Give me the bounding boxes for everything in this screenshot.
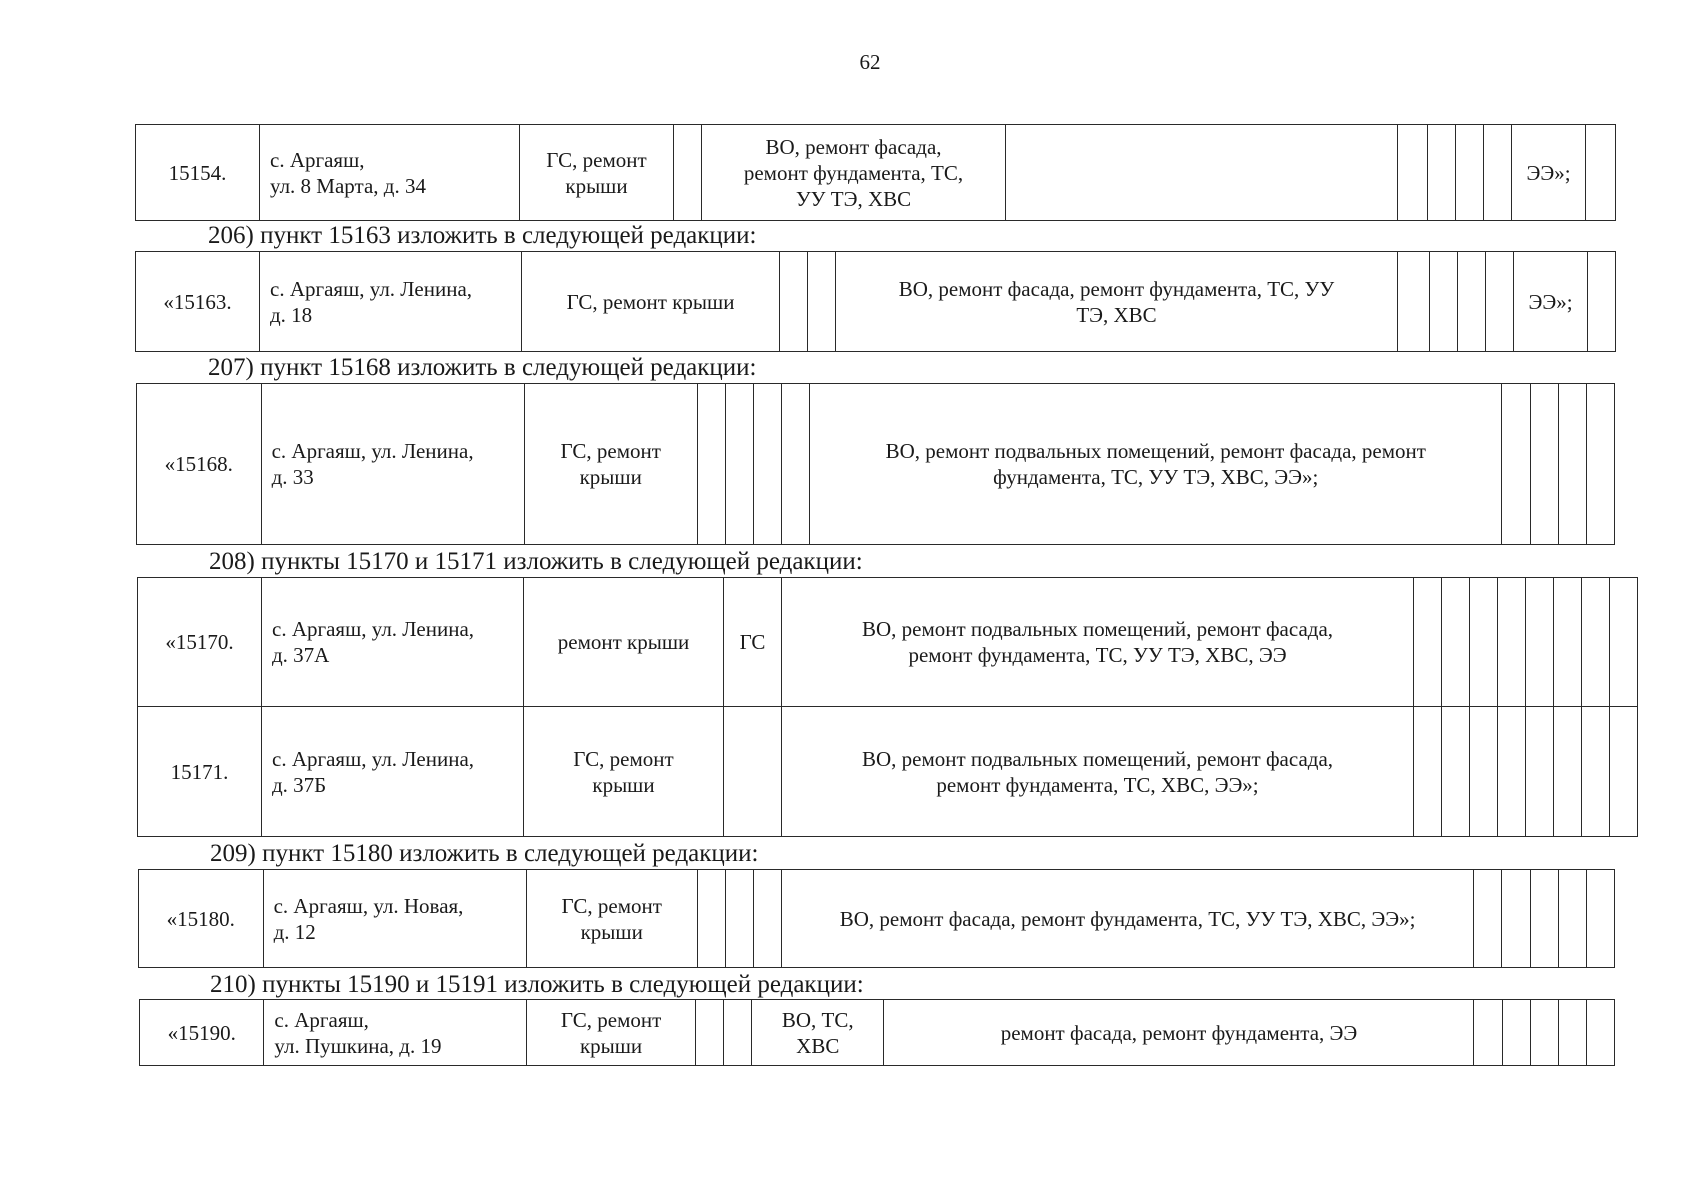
row-number: «15168. (137, 384, 262, 545)
cell-line: ВО, ТС, (781, 1007, 854, 1032)
work-type-cell (524, 578, 724, 707)
cell-line: ТЭ, ХВС (1076, 302, 1157, 327)
empty-cell (808, 252, 836, 352)
last-cell: ЭЭ»; (1514, 252, 1588, 352)
cell-line: ВО, ремонт фасада, (765, 134, 942, 159)
address-line: с. Аргаяш, ул. Ленина, (272, 617, 475, 641)
empty-cell (1414, 707, 1442, 837)
empty-cell (1502, 384, 1530, 545)
amendment-heading: 210) пункты 15190 и 15191 изложить в следующей редакции: (210, 971, 864, 998)
table-15180 (138, 869, 1615, 968)
cell-line: ГС, ремонт (561, 893, 662, 918)
empty-cell (1582, 707, 1610, 837)
address-line: д. 18 (270, 302, 313, 327)
empty-cell (725, 384, 753, 545)
address-line: д. 37Б (272, 772, 327, 797)
works-cell (781, 870, 1473, 968)
address-cell (260, 252, 522, 352)
cell-line: фундамента, ТС, УУ ТЭ, ХВС, ЭЭ»; (993, 465, 1319, 489)
empty-cell (1474, 1000, 1502, 1066)
work-type-cell (526, 870, 697, 968)
cell-line: ремонт фундамента, ТС, ХВС, ЭЭ»; (936, 772, 1259, 797)
empty-cell (697, 870, 725, 968)
empty-cell (1006, 125, 1398, 221)
table-15190 (139, 999, 1615, 1066)
work-type-cell (524, 384, 697, 545)
empty-cell (724, 707, 782, 837)
empty-cell (1558, 1000, 1586, 1066)
page-number: 62 (859, 50, 881, 74)
empty-cell (697, 384, 725, 545)
cell-line: ГС, ремонт (560, 1007, 662, 1032)
empty-cell (723, 1000, 751, 1066)
address-cell (260, 125, 520, 221)
cell-line: ВО, ремонт фасада, ремонт фундамента, ТС, УУ (898, 276, 1335, 301)
empty-cell (1558, 870, 1586, 968)
empty-cell (1430, 252, 1458, 352)
address-cell (262, 578, 524, 707)
amendment-heading: 208) пункты 15170 и 15171 изложить в следующей редакции: (209, 548, 863, 575)
amendment-heading: 207) пункт 15168 изложить в следующей редакции: (208, 354, 757, 381)
table-row (140, 1000, 1615, 1066)
empty-cell (1588, 252, 1616, 352)
empty-cell (1502, 1000, 1530, 1066)
works-cell (782, 578, 1414, 707)
cell-line: ремонт фундамента, ТС, УУ ТЭ, ХВС, ЭЭ (908, 643, 1287, 667)
cell-line: УУ ТЭ, ХВС (795, 186, 912, 211)
row-number: 15171. (138, 707, 262, 837)
empty-cell (1486, 252, 1514, 352)
address-line: д. 33 (271, 465, 314, 489)
row-number: 15154. (136, 125, 260, 221)
empty-cell (1586, 125, 1616, 221)
empty-cell (1498, 578, 1526, 707)
empty-cell (1530, 870, 1558, 968)
row-number: «15190. (140, 1000, 264, 1066)
cell-line: крыши (592, 772, 655, 797)
works-cell (810, 384, 1502, 545)
works-cell (752, 1000, 884, 1066)
table-row (136, 125, 1616, 221)
cell-line: ГС, ремонт (560, 439, 661, 463)
cell-line: ремонт крыши (557, 630, 690, 654)
empty-cell (1484, 125, 1512, 221)
address-line: ул. 8 Марта, д. 34 (270, 173, 426, 198)
cell-line: ремонт фундамента, ТС, (743, 160, 964, 185)
cell-line: крыши (579, 1033, 643, 1058)
cell-line: крыши (565, 173, 628, 198)
address-line: с. Аргаяш, ул. Ленина, (270, 276, 473, 301)
empty-cell (1428, 125, 1456, 221)
address-cell (263, 870, 526, 968)
empty-cell (1458, 252, 1486, 352)
gs-cell: ГС (724, 578, 782, 707)
last-cell: ЭЭ»; (1512, 125, 1586, 221)
address-line: с. Аргаяш, ул. Новая, (273, 893, 464, 918)
empty-cell (1530, 1000, 1558, 1066)
table-15170-15171 (137, 577, 1638, 837)
table-row (137, 384, 1615, 545)
empty-cell (753, 870, 781, 968)
address-cell (264, 1000, 527, 1066)
empty-cell (1498, 707, 1526, 837)
cell-line: ГС, ремонт (573, 746, 674, 771)
cell-line: ГС, ремонт (546, 147, 647, 172)
cell-line: ВО, ремонт фасада, ремонт фундамента, ТС, УУ ТЭ, ХВС, ЭЭ»; (839, 906, 1416, 931)
empty-cell (780, 252, 808, 352)
row-number: «15180. (139, 870, 264, 968)
address-line: д. 37А (272, 643, 330, 667)
empty-cell (1414, 578, 1442, 707)
empty-cell (1456, 125, 1484, 221)
address-line: д. 12 (273, 919, 316, 944)
table-row (136, 252, 1616, 352)
work-type-cell (522, 252, 780, 352)
cell-line: ГС, ремонт крыши (566, 289, 735, 314)
empty-cell (1442, 578, 1470, 707)
works-cell (702, 125, 1006, 221)
row-number: «15163. (136, 252, 260, 352)
table-row (138, 707, 1638, 837)
work-type-cell (524, 707, 724, 837)
cell-line: ремонт фасада, ремонт фундамента, ЭЭ (1000, 1020, 1358, 1045)
empty-cell (1554, 707, 1582, 837)
empty-cell (1442, 707, 1470, 837)
amendment-heading: 206) пункт 15163 изложить в следующей редакции: (208, 222, 757, 249)
empty-cell (674, 125, 702, 221)
empty-cell (1586, 870, 1614, 968)
empty-cell (1586, 384, 1614, 545)
works-cell (836, 252, 1398, 352)
work-type-cell (527, 1000, 696, 1066)
amendment-heading: 209) пункт 15180 изложить в следующей редакции: (210, 840, 759, 867)
empty-cell (1582, 578, 1610, 707)
works-cell (782, 707, 1414, 837)
empty-cell (1530, 384, 1558, 545)
cell-line: крыши (579, 465, 642, 489)
address-cell (262, 707, 524, 837)
table-15154 (135, 124, 1616, 221)
empty-cell (1586, 1000, 1614, 1066)
empty-cell (695, 1000, 723, 1066)
empty-cell (1610, 578, 1638, 707)
empty-cell (1470, 578, 1498, 707)
address-cell (261, 384, 524, 545)
empty-cell (1526, 707, 1554, 837)
table-row (139, 870, 1615, 968)
cell-line: ВО, ремонт подвальных помещений, ремонт фасада, (861, 617, 1334, 641)
work-type-cell (520, 125, 674, 221)
works-cell-2 (884, 1000, 1474, 1066)
empty-cell (782, 384, 810, 545)
empty-cell (1502, 870, 1530, 968)
address-line: с. Аргаяш, ул. Ленина, (272, 746, 475, 771)
address-line: с. Аргаяш, (274, 1007, 369, 1032)
empty-cell (1474, 870, 1502, 968)
empty-cell (1398, 252, 1430, 352)
empty-cell (1554, 578, 1582, 707)
table-15163 (135, 251, 1616, 352)
cell-line: ВО, ремонт подвальных помещений, ремонт фасада, ремонт (885, 439, 1426, 463)
empty-cell (1610, 707, 1638, 837)
table-15168 (136, 383, 1615, 545)
row-number: «15170. (138, 578, 262, 707)
table-row (138, 578, 1638, 707)
empty-cell (753, 384, 781, 545)
address-line: ул. Пушкина, д. 19 (274, 1033, 442, 1058)
empty-cell (1398, 125, 1428, 221)
empty-cell (1558, 384, 1586, 545)
cell-line: ВО, ремонт подвальных помещений, ремонт фасада, (861, 746, 1334, 771)
cell-line: крыши (580, 919, 643, 944)
cell-line: ХВС (796, 1033, 840, 1058)
address-line: с. Аргаяш, ул. Ленина, (271, 439, 474, 463)
empty-cell (1470, 707, 1498, 837)
empty-cell (725, 870, 753, 968)
address-line: с. Аргаяш, (270, 147, 365, 172)
empty-cell (1526, 578, 1554, 707)
